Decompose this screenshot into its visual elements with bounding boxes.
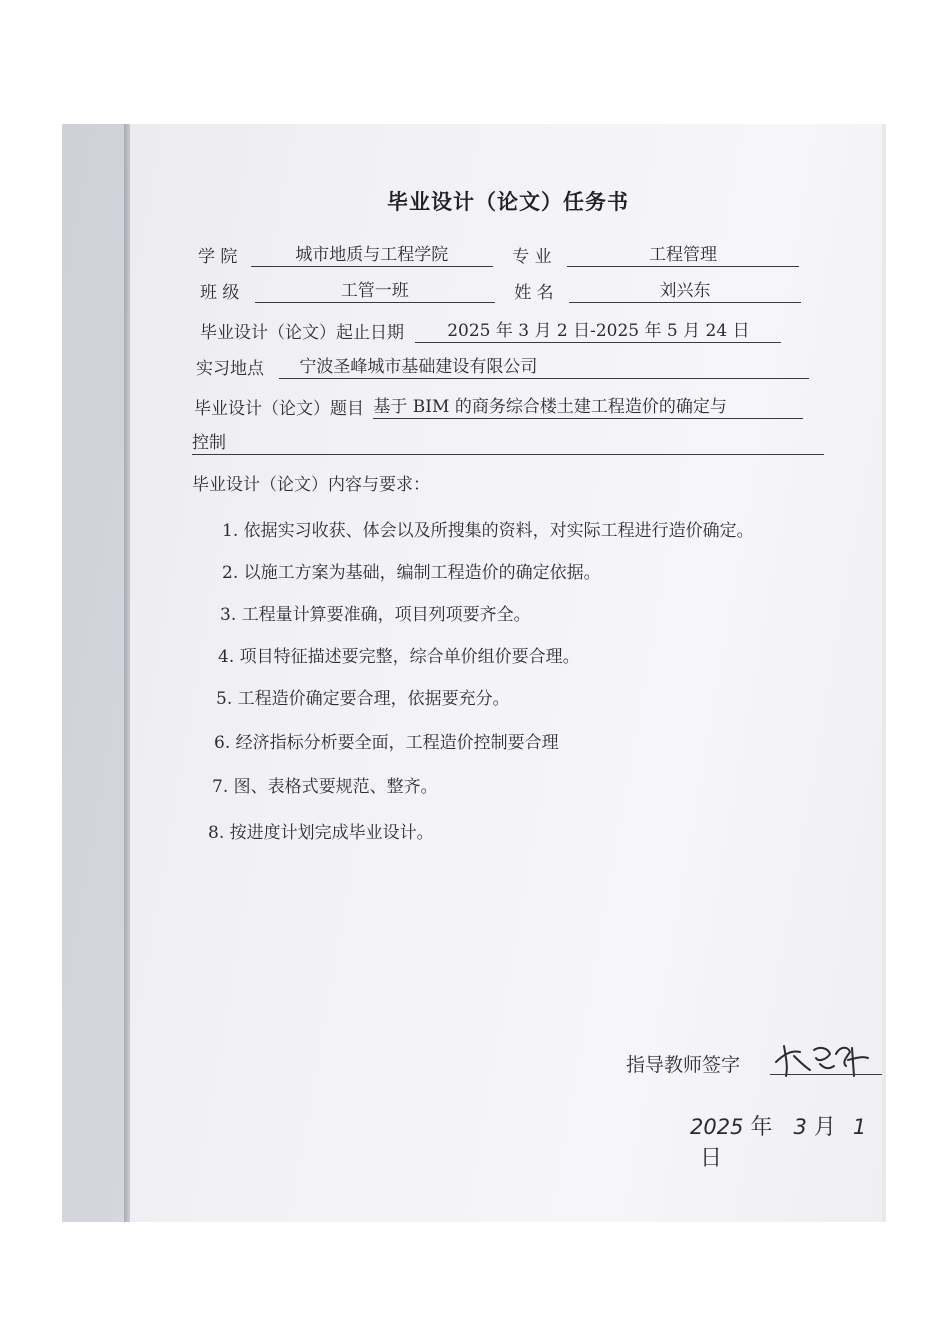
topic-label: 毕业设计（论文）题目 (194, 399, 364, 419)
class-label: 班 级 (200, 283, 240, 303)
requirement-item: 7. 图、表格式要规范、整齐。 (212, 777, 438, 797)
class-value: 工管一班 (255, 276, 495, 303)
major-label: 专 业 (512, 247, 552, 267)
topic-row (194, 392, 803, 419)
signature-date-year: 2025 (690, 1115, 744, 1139)
period-row (200, 316, 781, 343)
requirement-item: 6. 经济指标分析要全面，工程造价控制要合理 (214, 733, 559, 753)
requirement-item: 8. 按进度计划完成毕业设计。 (208, 823, 434, 843)
requirement-item: 1. 依据实习收获、体会以及所搜集的资料，对实际工程进行造价确定。 (222, 521, 754, 541)
signature-date-year-unit: 年 (750, 1115, 773, 1140)
major-value: 工程管理 (567, 240, 799, 267)
signature-date-month-unit: 月 (813, 1115, 836, 1140)
college-label: 学 院 (198, 247, 238, 267)
desk-edge (882, 124, 886, 1222)
location-value: 宁波圣峰城市基础建设有限公司 (279, 352, 809, 379)
requirement-item: 3. 工程量计算要准确，项目列项要齐全。 (220, 605, 531, 625)
name-value: 刘兴东 (569, 276, 801, 303)
signature-date-month: 3 (793, 1115, 807, 1139)
document-title: 毕业设计（论文）任务书 (387, 189, 629, 214)
signature-date-day: 1 (852, 1115, 867, 1139)
paper-sheet (130, 124, 886, 1222)
document-photo (62, 124, 886, 1222)
period-label: 毕业设计（论文）起止日期 (200, 323, 404, 343)
requirement-item: 2. 以施工方案为基础，编制工程造价的确定依据。 (222, 563, 601, 583)
college-value: 城市地质与工程学院 (251, 240, 493, 267)
location-row (196, 352, 809, 379)
class-name-row (200, 276, 801, 303)
college-major-row (198, 240, 799, 267)
topic-row-continued (192, 428, 824, 455)
location-label: 实习地点 (196, 359, 264, 379)
advisor-signature-line (770, 1074, 886, 1075)
advisor-signature-label: 指导教师签字 (626, 1054, 741, 1076)
period-value: 2025 年 3 月 2 日-2025 年 5 月 24 日 (415, 316, 781, 343)
topic-value-line2: 控制 (192, 428, 824, 455)
requirement-item: 4. 项目特征描述要完整，综合单价组价要合理。 (218, 647, 580, 667)
signature-date-day-unit: 日 (700, 1146, 723, 1171)
name-label: 姓 名 (514, 283, 554, 303)
signature-date (690, 1110, 886, 1172)
requirements-heading: 毕业设计（论文）内容与要求： (192, 475, 430, 495)
topic-value-line1: 基于 BIM 的商务综合楼土建工程造价的确定与 (373, 392, 803, 419)
requirement-item: 5. 工程造价确定要合理，依据要充分。 (216, 689, 510, 709)
